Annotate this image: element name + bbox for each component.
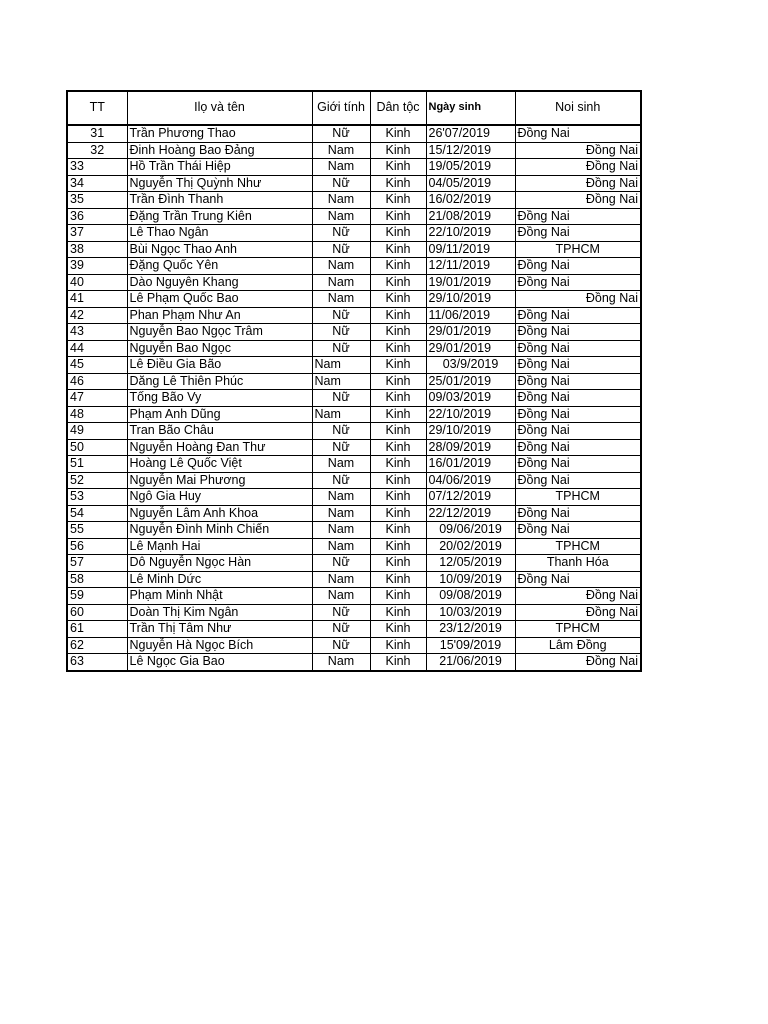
cell-name: Doàn Thị Kim Ngân [127,604,312,621]
cell-dob: 12/05/2019 [426,555,515,572]
cell-tt: 50 [67,439,127,456]
cell-dob: 22/12/2019 [426,505,515,522]
cell-dob: 15/12/2019 [426,142,515,159]
table-row [67,324,641,341]
table-row [67,192,641,209]
cell-dob: 07/12/2019 [426,489,515,506]
cell-birthplace: Đồng Nai [515,604,641,621]
cell-ethnicity: Kinh [370,192,426,209]
cell-name: Nguyễn Hà Ngọc Bích [127,637,312,654]
cell-name: Lê Mạnh Hai [127,538,312,555]
header-gender: Giới tính [312,91,370,125]
table-body [67,125,641,671]
cell-dob: 15'09/2019 [426,637,515,654]
cell-dob: 21/08/2019 [426,208,515,225]
cell-gender: Nam [312,571,370,588]
cell-birthplace: Đồng Nai [515,340,641,357]
cell-birthplace: TPHCM [515,489,641,506]
cell-ethnicity: Kinh [370,472,426,489]
cell-ethnicity: Kinh [370,208,426,225]
cell-tt: 42 [67,307,127,324]
cell-name: Trần Thị Tâm Như [127,621,312,638]
table-row [67,538,641,555]
table-row [67,175,641,192]
cell-tt: 34 [67,175,127,192]
cell-gender: Nữ [312,637,370,654]
table-row [67,571,641,588]
cell-tt: 51 [67,456,127,473]
cell-name: Lê Phạm Quốc Bao [127,291,312,308]
cell-gender: Nam [312,406,370,423]
cell-name: Nguyễn Bao Ngọc [127,340,312,357]
cell-tt: 37 [67,225,127,242]
cell-name: Phạm Anh Dũng [127,406,312,423]
cell-gender: Nam [312,538,370,555]
table-row [67,406,641,423]
cell-birthplace: Đồng Nai [515,142,641,159]
cell-dob: 25/01/2019 [426,373,515,390]
cell-name: Trần Phương Thao [127,125,312,142]
cell-dob: 10/09/2019 [426,571,515,588]
cell-ethnicity: Kinh [370,522,426,539]
cell-gender: Nam [312,274,370,291]
cell-name: Đặng Quốc Yên [127,258,312,275]
cell-ethnicity: Kinh [370,291,426,308]
table-row [67,555,641,572]
cell-birthplace: Đồng Nai [515,654,641,671]
table-row [67,472,641,489]
cell-tt: 61 [67,621,127,638]
cell-gender: Nam [312,489,370,506]
cell-ethnicity: Kinh [370,555,426,572]
cell-name: Dăng Lê Thiên Phúc [127,373,312,390]
cell-gender: Nam [312,456,370,473]
cell-birthplace: Đồng Nai [515,472,641,489]
cell-name: Lê Minh Dức [127,571,312,588]
cell-birthplace: Đồng Nai [515,307,641,324]
cell-ethnicity: Kinh [370,258,426,275]
table-row [67,142,641,159]
cell-dob: 21/06/2019 [426,654,515,671]
table-row [67,258,641,275]
cell-gender: Nam [312,142,370,159]
cell-birthplace: Đồng Nai [515,324,641,341]
cell-name: Nguyễn Thị Quỳnh Như [127,175,312,192]
cell-name: Trần Đình Thanh [127,192,312,209]
table-row [67,621,641,638]
table-row [67,456,641,473]
table-row [67,225,641,242]
cell-gender: Nam [312,291,370,308]
table-row [67,159,641,176]
cell-dob: 04/05/2019 [426,175,515,192]
header-tt: TT [67,91,127,125]
cell-tt: 31 [67,125,127,142]
table-row [67,340,641,357]
cell-ethnicity: Kinh [370,274,426,291]
cell-dob: 04/06/2019 [426,472,515,489]
cell-tt: 57 [67,555,127,572]
cell-name: Hồ Trần Thái Hiệp [127,159,312,176]
cell-dob: 29/01/2019 [426,324,515,341]
table-row [67,637,641,654]
cell-tt: 63 [67,654,127,671]
cell-tt: 48 [67,406,127,423]
cell-gender: Nữ [312,621,370,638]
cell-gender: Nam [312,357,370,374]
cell-gender: Nữ [312,307,370,324]
cell-ethnicity: Kinh [370,142,426,159]
cell-birthplace: Đồng Nai [515,125,641,142]
cell-dob: 09/08/2019 [426,588,515,605]
cell-tt: 41 [67,291,127,308]
cell-name: Hoàng Lê Quốc Việt [127,456,312,473]
cell-gender: Nam [312,654,370,671]
cell-ethnicity: Kinh [370,489,426,506]
cell-gender: Nữ [312,472,370,489]
cell-dob: 19/01/2019 [426,274,515,291]
cell-name: Đặng Trần Trung Kiên [127,208,312,225]
cell-birthplace: TPHCM [515,241,641,258]
table-row [67,373,641,390]
cell-dob: 09/11/2019 [426,241,515,258]
table-row [67,423,641,440]
cell-tt: 52 [67,472,127,489]
table-row [67,307,641,324]
cell-birthplace: Thanh Hóa [515,555,641,572]
cell-tt: 54 [67,505,127,522]
cell-name: Bùi Ngọc Thao Anh [127,241,312,258]
cell-name: Nguyễn Lâm Anh Khoa [127,505,312,522]
cell-birthplace: Đồng Nai [515,208,641,225]
cell-tt: 62 [67,637,127,654]
header-row [67,91,641,125]
table-row [67,291,641,308]
cell-birthplace: Đồng Nai [515,588,641,605]
cell-ethnicity: Kinh [370,357,426,374]
cell-ethnicity: Kinh [370,390,426,407]
table-row [67,274,641,291]
cell-gender: Nữ [312,340,370,357]
cell-dob: 09/03/2019 [426,390,515,407]
cell-ethnicity: Kinh [370,439,426,456]
cell-dob: 11/06/2019 [426,307,515,324]
cell-name: Tran Bão Châu [127,423,312,440]
cell-ethnicity: Kinh [370,340,426,357]
cell-birthplace: Đồng Nai [515,571,641,588]
table-row [67,357,641,374]
header-ethnicity: Dân tộc [370,91,426,125]
cell-name: Đinh Hoàng Bao Đảng [127,142,312,159]
header-dob: Ngày sinh [426,91,515,125]
cell-tt: 59 [67,588,127,605]
cell-gender: Nữ [312,423,370,440]
cell-birthplace: Đồng Nai [515,456,641,473]
cell-gender: Nam [312,588,370,605]
cell-tt: 53 [67,489,127,506]
cell-dob: 12/11/2019 [426,258,515,275]
cell-dob: 20/02/2019 [426,538,515,555]
cell-ethnicity: Kinh [370,423,426,440]
cell-tt: 58 [67,571,127,588]
cell-birthplace: Đồng Nai [515,159,641,176]
cell-name: Nguyễn Đình Minh Chiến [127,522,312,539]
table-row [67,439,641,456]
cell-dob: 19/05/2019 [426,159,515,176]
cell-ethnicity: Kinh [370,538,426,555]
cell-name: Lê Thao Ngân [127,225,312,242]
cell-gender: Nam [312,373,370,390]
cell-birthplace: Lâm Đồng [515,637,641,654]
cell-dob: 22/10/2019 [426,225,515,242]
cell-dob: 23/12/2019 [426,621,515,638]
cell-birthplace: Đồng Nai [515,192,641,209]
cell-ethnicity: Kinh [370,307,426,324]
cell-dob: 10/03/2019 [426,604,515,621]
cell-gender: Nam [312,522,370,539]
cell-name: Lê Điều Gia Bão [127,357,312,374]
cell-gender: Nữ [312,175,370,192]
table-row [67,522,641,539]
cell-tt: 56 [67,538,127,555]
cell-gender: Nữ [312,390,370,407]
cell-name: Phan Phạm Như An [127,307,312,324]
cell-tt: 39 [67,258,127,275]
cell-tt: 60 [67,604,127,621]
cell-birthplace: TPHCM [515,621,641,638]
student-list-table [66,90,642,672]
cell-birthplace: Đồng Nai [515,357,641,374]
cell-birthplace: Đồng Nai [515,258,641,275]
cell-tt: 38 [67,241,127,258]
cell-tt: 55 [67,522,127,539]
header-name: Ilọ và tên [127,91,312,125]
cell-dob: 16/01/2019 [426,456,515,473]
cell-name: Tống Bão Vy [127,390,312,407]
table-row [67,489,641,506]
cell-birthplace: Đồng Nai [515,390,641,407]
cell-gender: Nam [312,258,370,275]
cell-gender: Nữ [312,225,370,242]
header-birthplace: Noi sinh [515,91,641,125]
cell-ethnicity: Kinh [370,125,426,142]
cell-birthplace: Đồng Nai [515,505,641,522]
cell-dob: 09/06/2019 [426,522,515,539]
cell-birthplace: Đồng Nai [515,225,641,242]
table-row [67,654,641,671]
cell-tt: 40 [67,274,127,291]
cell-birthplace: Đồng Nai [515,439,641,456]
cell-gender: Nữ [312,125,370,142]
cell-ethnicity: Kinh [370,241,426,258]
cell-dob: 22/10/2019 [426,406,515,423]
cell-birthplace: Đồng Nai [515,423,641,440]
cell-dob: 29/10/2019 [426,291,515,308]
cell-gender: Nữ [312,555,370,572]
cell-tt: 46 [67,373,127,390]
cell-ethnicity: Kinh [370,225,426,242]
table-row [67,390,641,407]
table-row [67,241,641,258]
cell-dob: 26'07/2019 [426,125,515,142]
cell-birthplace: Đồng Nai [515,274,641,291]
cell-ethnicity: Kinh [370,637,426,654]
cell-ethnicity: Kinh [370,571,426,588]
cell-name: Nguyễn Bao Ngọc Trâm [127,324,312,341]
cell-name: Nguyễn Mai Phương [127,472,312,489]
cell-tt: 44 [67,340,127,357]
table-row [67,588,641,605]
cell-ethnicity: Kinh [370,588,426,605]
cell-dob: 03/9/2019 [426,357,515,374]
cell-dob: 29/01/2019 [426,340,515,357]
cell-gender: Nam [312,505,370,522]
cell-tt: 45 [67,357,127,374]
cell-tt: 36 [67,208,127,225]
cell-dob: 16/02/2019 [426,192,515,209]
cell-birthplace: TPHCM [515,538,641,555]
cell-gender: Nam [312,192,370,209]
cell-ethnicity: Kinh [370,621,426,638]
cell-tt: 32 [67,142,127,159]
cell-tt: 47 [67,390,127,407]
table-row [67,505,641,522]
cell-ethnicity: Kinh [370,406,426,423]
cell-ethnicity: Kinh [370,654,426,671]
cell-ethnicity: Kinh [370,505,426,522]
cell-ethnicity: Kinh [370,159,426,176]
cell-name: Lê Ngọc Gia Bao [127,654,312,671]
cell-gender: Nam [312,159,370,176]
cell-gender: Nữ [312,324,370,341]
cell-name: Ngô Gia Huy [127,489,312,506]
cell-name: Nguyễn Hoàng Đan Thư [127,439,312,456]
cell-gender: Nữ [312,241,370,258]
cell-birthplace: Đồng Nai [515,373,641,390]
cell-dob: 29/10/2019 [426,423,515,440]
cell-ethnicity: Kinh [370,373,426,390]
cell-tt: 33 [67,159,127,176]
cell-birthplace: Đồng Nai [515,406,641,423]
cell-tt: 35 [67,192,127,209]
cell-birthplace: Đồng Nai [515,175,641,192]
cell-name: Dô Nguyễn Ngọc Hàn [127,555,312,572]
cell-tt: 49 [67,423,127,440]
cell-name: Dào Nguyên Khang [127,274,312,291]
cell-gender: Nữ [312,604,370,621]
cell-birthplace: Đồng Nai [515,522,641,539]
cell-ethnicity: Kinh [370,456,426,473]
cell-gender: Nam [312,208,370,225]
cell-dob: 28/09/2019 [426,439,515,456]
cell-ethnicity: Kinh [370,175,426,192]
table-row [67,604,641,621]
table-row [67,208,641,225]
cell-gender: Nữ [312,439,370,456]
table-row [67,125,641,142]
cell-tt: 43 [67,324,127,341]
cell-name: Phạm Minh Nhật [127,588,312,605]
cell-ethnicity: Kinh [370,324,426,341]
cell-ethnicity: Kinh [370,604,426,621]
cell-birthplace: Đồng Nai [515,291,641,308]
